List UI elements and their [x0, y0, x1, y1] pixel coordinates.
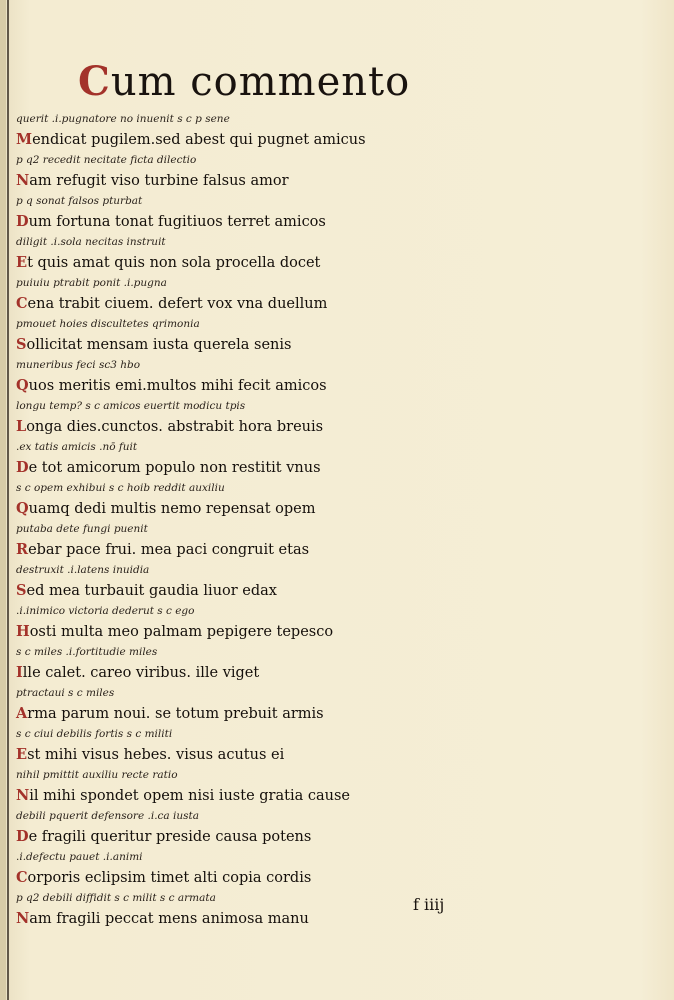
gloss-line: pmouet hoies discultetes qrimonia: [16, 318, 200, 330]
verse-line: [16, 294, 416, 314]
verse-line: [16, 499, 416, 519]
verse-rest: st mihi visus hebes. visus acutus ei: [27, 746, 285, 763]
verse-rest: onga dies.cunctos. abstrabit hora breuis: [26, 418, 324, 435]
gloss-line: destruxit .i.latens inuidia: [16, 564, 150, 576]
verse-line: [16, 581, 416, 601]
verse-rest: uos meritis emi.multos mihi fecit amicos: [28, 377, 327, 394]
gutter-line: [7, 0, 9, 1000]
verse-rest: rma parum noui. se totum prebuit armis: [27, 705, 324, 722]
verse-initial: D: [16, 827, 29, 845]
page-gutter: [0, 0, 6, 1000]
verse-line: [16, 786, 416, 806]
verse-line: [16, 540, 416, 560]
verse-rest: uamq dedi multis nemo repensat opem: [28, 500, 316, 517]
gloss-line: s c miles .i.fortitudie miles: [16, 646, 158, 658]
verse-line: [16, 417, 416, 437]
verse-rest: osti multa meo palmam pepigere tepesco: [29, 623, 334, 640]
verse-initial: L: [16, 417, 27, 435]
gloss-line: querit .i.pugnatore no inuenit s c p sene: [16, 113, 230, 125]
verse-initial: N: [16, 786, 30, 804]
gloss-line: s c opem exhibui s c hoib reddit auxiliu: [16, 482, 225, 494]
verse-initial: E: [16, 253, 28, 271]
verse-text-block: [16, 108, 416, 928]
verse-initial: E: [16, 745, 28, 763]
verse-rest: lle calet. careo viribus. ille viget: [22, 664, 260, 681]
verse-rest: t quis amat quis non sola procella docet: [27, 254, 321, 271]
verse-line: [16, 253, 416, 273]
verse-rest: ed mea turbauit gaudia liuor edax: [26, 582, 277, 599]
verse-rest: il mihi spondet opem nisi iuste gratia cause: [29, 787, 350, 804]
verse-rest: e fragili queritur preside causa potens: [28, 828, 312, 845]
verse-initial: I: [16, 663, 23, 681]
gloss-line: longu temp? s c amicos euertit modicu tpis: [16, 400, 246, 412]
gloss-line: p q sonat falsos pturbat: [16, 195, 143, 207]
verse-rest: am refugit viso turbine falsus amor: [29, 172, 289, 189]
gloss-line: p q2 debili diffidit s c milit s c armata: [16, 892, 216, 904]
verse-initial: M: [16, 130, 33, 148]
verse-initial: D: [16, 458, 29, 476]
gloss-line: .ex tatis amicis .nō fuit: [16, 441, 138, 453]
verse-rest: endicat pugilem.sed abest qui pugnet amicus: [32, 131, 366, 148]
running-head: [78, 56, 438, 108]
verse-rest: um fortuna tonat fugitiuos terret amicos: [28, 213, 326, 230]
gloss-line: s c ciui debilis fortis s c militi: [16, 728, 173, 740]
verse-line: [16, 130, 416, 150]
verse-initial: Q: [16, 499, 29, 517]
gloss-line: nihil pmittit auxiliu recte ratio: [16, 769, 178, 781]
verse-rest: orporis eclipsim timet alti copia cordis: [27, 869, 312, 886]
verse-rest: e tot amicorum populo non restitit vnus: [28, 459, 321, 476]
heading-rest: um commento: [110, 59, 411, 105]
verse-line: [16, 827, 416, 847]
verse-initial: H: [16, 622, 30, 640]
gloss-line: debili pquerit defensore .i.ca iusta: [16, 810, 200, 822]
verse-initial: R: [16, 540, 29, 558]
gloss-line: ptractaui s c miles: [16, 687, 115, 699]
verse-initial: S: [16, 581, 27, 599]
verse-initial: C: [16, 868, 28, 886]
verse-line: [16, 663, 416, 683]
verse-line: [16, 622, 416, 642]
verse-initial: C: [16, 294, 28, 312]
gloss-line: putaba dete fungi puenit: [16, 523, 148, 535]
verse-line: [16, 171, 416, 191]
verse-rest: ena trabit ciuem. defert vox vna duellum: [27, 295, 328, 312]
verse-initial: N: [16, 171, 30, 189]
verse-line: [16, 458, 416, 478]
heading-initial: C: [78, 58, 111, 105]
verse-line: [16, 335, 416, 355]
verse-line: [16, 376, 416, 396]
verse-line: [16, 745, 416, 765]
verse-initial: D: [16, 212, 29, 230]
gloss-line: muneribus feci sc3 hbo: [16, 359, 141, 371]
verse-rest: ebar pace frui. mea paci congruit etas: [28, 541, 310, 558]
verse-rest: ollicitat mensam iusta querela senis: [26, 336, 292, 353]
gloss-line: .i.defectu pauet .i.animi: [16, 851, 143, 863]
verse-line: [16, 909, 416, 929]
gloss-line: .i.inimico victoria dederut s c ego: [16, 605, 195, 617]
verse-rest: am fragili peccat mens animosa manu: [29, 910, 309, 927]
verse-line: [16, 704, 416, 724]
gloss-line: p q2 recedit necitate ficta dilectio: [16, 154, 197, 166]
gloss-line: puiuiu ptrabit ponit .i.pugna: [16, 277, 167, 289]
verse-line: [16, 868, 416, 888]
verse-initial: N: [16, 909, 30, 927]
verse-initial: S: [16, 335, 27, 353]
signature-mark: f iiij: [413, 895, 445, 914]
verse-initial: A: [16, 704, 28, 722]
verse-initial: Q: [16, 376, 29, 394]
gloss-line: diligit .i.sola necitas instruit: [16, 236, 166, 248]
verse-line: [16, 212, 416, 232]
